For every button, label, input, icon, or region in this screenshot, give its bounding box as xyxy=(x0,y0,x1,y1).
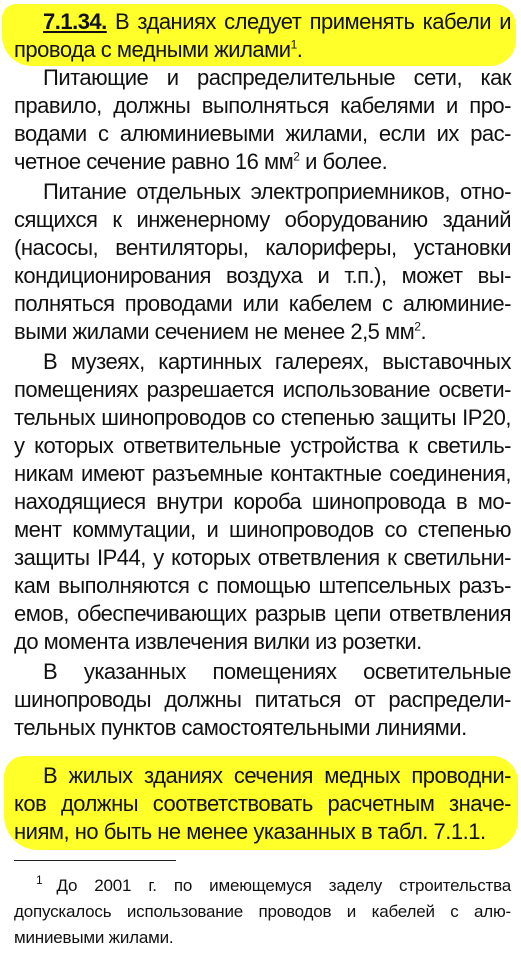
clause-text: В зданиях следует применять кабели и xyxy=(115,9,511,34)
footnote-line: допускалось использование проводов и кабелей с алю- xyxy=(14,902,511,921)
clause-text-2-end: . xyxy=(296,37,303,62)
p5-line: В указанных помещениях осветительные xyxy=(43,659,511,684)
p6-line-last: ниям, но быть не менее указанных в табл. 7.1.1. xyxy=(14,819,486,844)
p2-line: правило, должны выполняться кабелями и про- xyxy=(14,93,511,118)
p2-text: четное сечение равно 16 мм xyxy=(14,149,294,174)
p4-line: емов, обеспечивающих разрыв цепи ответвления xyxy=(14,601,511,626)
p2-line: водами с алюминиевыми жилами, если их рас- xyxy=(14,121,511,146)
superscript: 2 xyxy=(293,149,300,164)
footnote-divider xyxy=(14,860,176,861)
clause-heading-line xyxy=(43,8,511,36)
p4-line: тельных шинопроводов со степенью защиты IP20, xyxy=(14,405,511,430)
p3-line: (насосы, вентиляторы, калориферы, установки xyxy=(14,235,511,260)
p3-line: полняться проводами или кабелем с алюминие- xyxy=(14,291,511,316)
p4-line: мент коммутации, и шинопроводов со степенью xyxy=(14,517,511,542)
p4-line: никам имеют разъемные контактные соединения, xyxy=(14,461,511,486)
p4-line: помещениях разрешается использование освети- xyxy=(14,377,511,402)
p4-line: у которых ответвительные устройства к светиль- xyxy=(14,433,511,458)
footnote-ref: 1 xyxy=(290,37,297,52)
p5-line-last: тельных пунктов самостоятельными линиями. xyxy=(14,715,467,740)
p3-line-last xyxy=(14,318,511,346)
p3-line: Питание отдельных электроприемников, отно- xyxy=(43,179,511,204)
p2-line: Питающие и распределительные сети, как xyxy=(43,65,511,90)
p6-line: В жилых зданиях сечения медных проводни- xyxy=(43,763,511,788)
superscript: 2 xyxy=(414,319,421,334)
p2-text-end: и более. xyxy=(299,149,388,174)
p2-line-last xyxy=(14,148,511,176)
p3-line: кондиционирования воздуха и т.п.), может вы- xyxy=(14,263,511,288)
footnote-text: До 2001 г. по имеющемуся заделу строительства xyxy=(56,876,511,895)
p4-line: В музеях, картинных галереях, выставочных xyxy=(43,349,511,374)
clause-line-2 xyxy=(14,36,511,64)
p3-line: сящихся к инженерному оборудованию зданий xyxy=(14,207,511,232)
p6-line: ков должны соответствовать расчетным значе- xyxy=(14,791,511,816)
footnote-mark: 1 xyxy=(36,873,43,888)
footnote-line xyxy=(36,874,511,898)
p5-line: шинопроводы должны питаться от распредели- xyxy=(14,687,511,712)
p4-line-last: до момента извлечения вилки из розетки. xyxy=(14,629,422,654)
p3-text-end: . xyxy=(420,319,427,344)
p4-line: находящиеся внутри короба шинопровода в мо- xyxy=(14,489,511,514)
p4-line: кам выполняются с помощью штепсельных разъ- xyxy=(14,573,511,598)
section-number: 7.1.34. xyxy=(43,9,107,34)
p4-line: защиты IP44, у которых ответвления к светильни- xyxy=(14,545,511,570)
p3-text: выми жилами сечением не менее 2,5 мм xyxy=(14,319,415,344)
clause-text-2: провода с медными жилами xyxy=(14,37,291,62)
footnote-line-last: миниевыми жилами. xyxy=(14,928,174,947)
